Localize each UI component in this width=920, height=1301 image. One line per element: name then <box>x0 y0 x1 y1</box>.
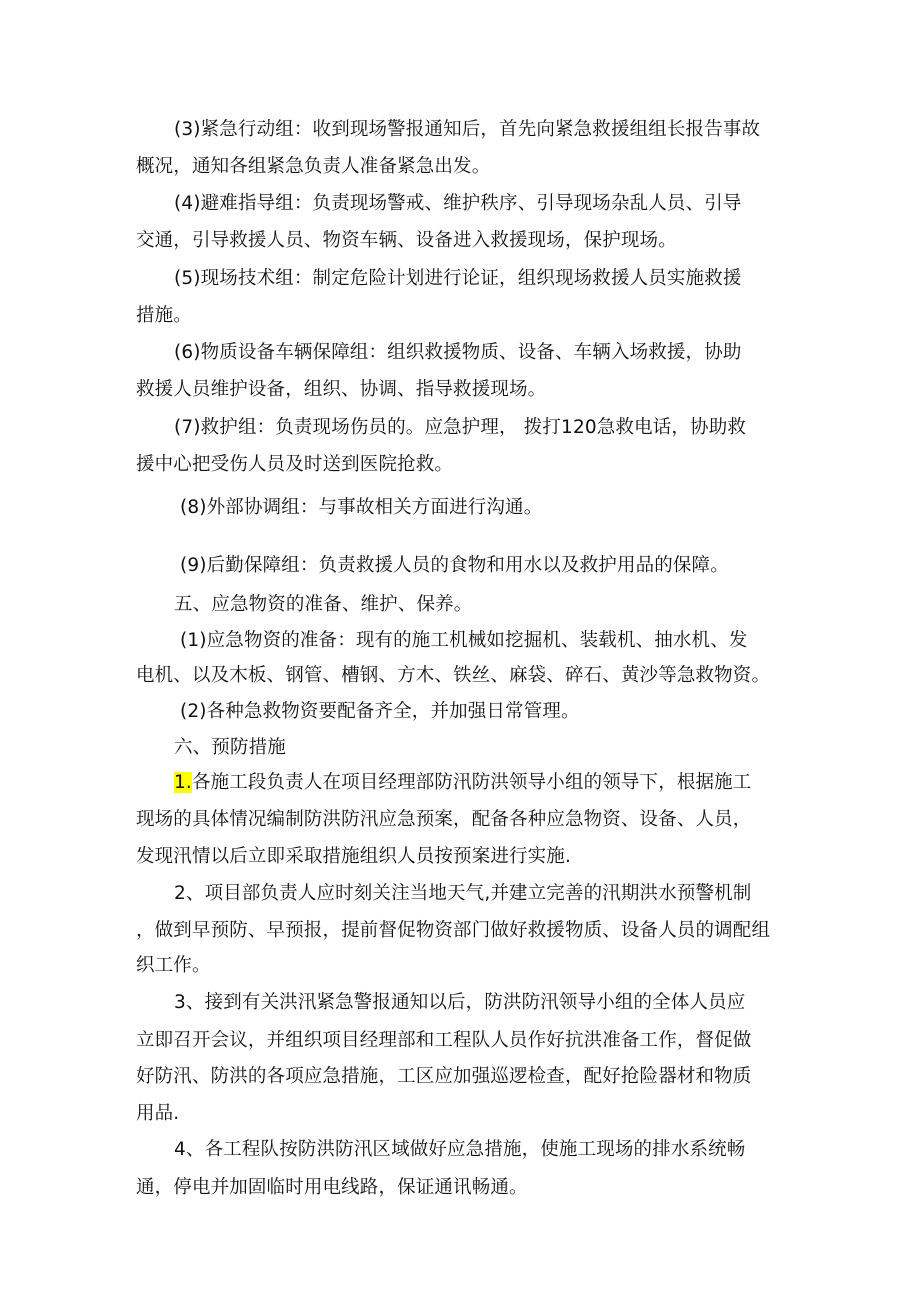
text-line-content: 各施工段负责人在项目经理部防汛防洪领导小组的领导下，根据施工 <box>191 772 752 793</box>
text-line: (6)物质设备车辆保障组：组织救援物质、设备、车辆入场救援，协助 <box>174 342 742 363</box>
text-line: 用品. <box>136 1103 180 1124</box>
text-line: 织工作。 <box>136 955 211 976</box>
text-line: 现场的具体情况编制防洪防汛应急预案，配备各种应急物资、设备、人员， <box>136 809 752 830</box>
text-line: (2)各种急救物资要配备齐全，并加强日常管理。 <box>180 701 580 722</box>
text-line: 援中心把受伤人员及时送到医院抢救。 <box>136 454 454 475</box>
text-line: 救援人员维护设备，组织、协调、指导救援现场。 <box>136 379 547 400</box>
text-line: 交通，引导救援人员、物资车辆、设备进入救援现场，保护现场。 <box>136 230 677 251</box>
section-heading: 五、应急物资的准备、维护、保养。 <box>174 594 473 615</box>
section-heading: 六、预防措施 <box>174 737 286 758</box>
text-line: (4)避难指导组：负责现场警戒、维护秩序、引导现场杂乱人员、引导 <box>174 193 742 214</box>
text-line: (1)应急物资的准备：现有的施工机械如挖掘机、装载机、抽水机、发 <box>180 630 748 651</box>
text-line: 通，停电并加固临时用电线路，保证通讯畅通。 <box>136 1177 528 1198</box>
text-line: (7)救护组：负责现场伤员的。应急护理， 拨打120急救电话，协助救 <box>174 417 746 438</box>
text-line: 3、接到有关洪汛紧急警报通知以后，防洪防汛领导小组的全体人员应 <box>174 992 746 1013</box>
text-line: 措施。 <box>136 305 192 326</box>
text-line: 发现汛情以后立即采取措施组织人员按预案进行实施. <box>136 846 571 867</box>
text-line: (9)后勤保障组：负责救援人员的食物和用水以及救护用品的保障。 <box>180 555 729 576</box>
text-line <box>174 771 834 795</box>
text-line: (8)外部协调组：与事故相关方面进行沟通。 <box>180 497 543 518</box>
text-line: ，做到早预防、早预报，提前督促物资部门做好救援物质、设备人员的调配组 <box>136 920 771 941</box>
text-line: 电机、以及木板、钢管、槽钢、方木、铁丝、麻袋、碎石、黄沙等急救物资。 <box>136 665 771 686</box>
text-line: 立即召开会议，并组织项目经理部和工程队人员作好抗洪准备工作，督促做 <box>136 1030 752 1051</box>
text-line: (5)现场技术组：制定危险计划进行论证，组织现场救援人员实施救援 <box>174 268 742 289</box>
text-line: (3)紧急行动组：收到现场警报通知后，首先向紧急救援组组长报告事故 <box>174 119 761 140</box>
highlighted-number: 1. <box>174 772 192 793</box>
text-line: 概况，通知各组紧急负责人准备紧急出发。 <box>136 156 491 177</box>
text-line: 2、项目部负责人应时刻关注当地天气,并建立完善的汛期洪水预警机制 <box>174 883 752 904</box>
text-line: 4、各工程队按防洪防汛区域做好应急措施，使施工现场的排水系统畅 <box>174 1139 746 1160</box>
text-line: 好防汛、防洪的各项应急措施，工区应加强巡逻检查，配好抢险器材和物质 <box>136 1066 752 1087</box>
